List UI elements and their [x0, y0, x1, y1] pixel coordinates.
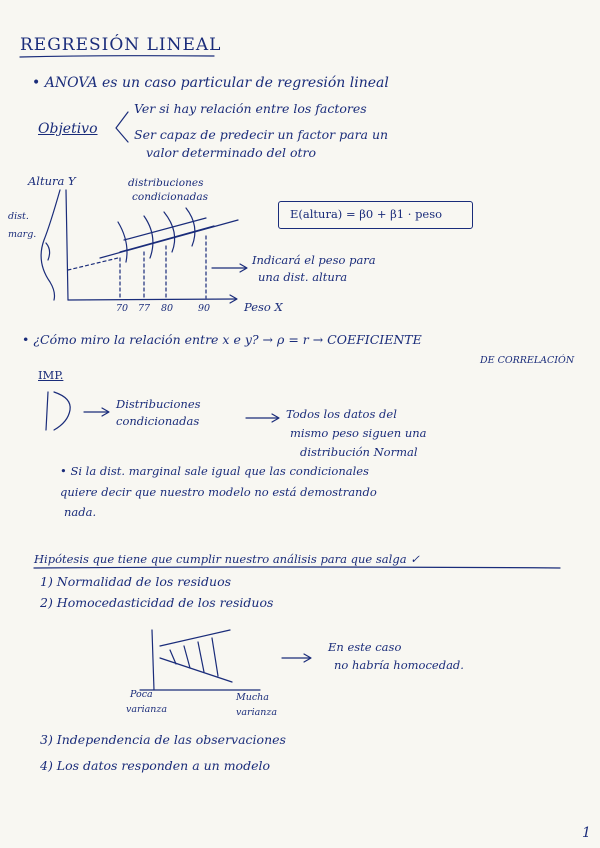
correlation-question: • ¿Cómo miro la relación entre x e y? → ρ = r → COEFICIENTE [22, 332, 422, 347]
graph1-x-axis [68, 299, 236, 300]
graph1-x-label: Peso X [244, 300, 283, 314]
graph1-note-a: Indicará el peso para [252, 253, 376, 267]
objetivo-item-1: Ver si hay relación entre los factores [134, 101, 367, 116]
imp-note-c: nada. [64, 505, 97, 519]
hipotesis-2: 2) Homocedasticidad de los residuos [40, 595, 274, 610]
graph1-cond-label-b: condicionadas [132, 191, 208, 203]
title-underline [20, 56, 214, 57]
graph1-tick-77: 77 [138, 303, 151, 314]
homoc-y-axis [152, 630, 154, 690]
homoc-lower-line [160, 658, 232, 682]
imp-note-b: quiere decir que nuestro modelo no está demostrando [60, 485, 377, 499]
imp-label: IMP. [38, 368, 64, 382]
hipotesis-header: Hipótesis que tiene que cumplir nuestro análisis para que salga ✓ [34, 552, 420, 566]
marginal-distribution [41, 190, 60, 300]
imp-dist-a: Distribuciones [116, 397, 201, 411]
hipotesis-4: 4) Los datos responden a un modelo [40, 758, 270, 773]
imp-result-a: Todos los datos del [286, 407, 397, 421]
regression-formula: E(altura) = β0 + β1 · peso [290, 207, 443, 221]
graph1-tick-70: 70 [116, 303, 129, 314]
hipotesis-underline [34, 567, 560, 568]
objetivo-bracket [116, 112, 128, 142]
anova-note: • ANOVA es un caso particular de regresión lineal [32, 75, 389, 91]
mucha-varianza-b: varianza [236, 707, 278, 718]
page-number: 1 [582, 825, 591, 841]
imp-result-b: mismo peso siguen una [290, 426, 427, 440]
imp-bracket [46, 392, 48, 430]
hipotesis-1: 1) Normalidad de los residuos [40, 574, 232, 589]
graph1-tick-80: 80 [161, 303, 174, 314]
cond-dist-2 [144, 216, 153, 258]
correlation-question-b: DE CORRELACIÓN [480, 355, 575, 366]
cond-dist-1 [118, 222, 127, 262]
homoc-note-b: no habría homocedad. [334, 658, 464, 672]
graph1-note-b: una dist. altura [258, 270, 348, 284]
graph1-tick-90: 90 [198, 303, 211, 314]
page-title: REGRESIÓN LINEAL [20, 35, 222, 55]
graph1-dist-label-b: marg. [8, 229, 37, 240]
mucha-varianza-a: Mucha [236, 692, 269, 703]
poca-varianza-b: varianza [126, 704, 168, 715]
graph1-cond-label-a: distribuciones [128, 177, 204, 189]
poca-varianza-a: Poca [130, 689, 153, 700]
imp-dist-b: condicionadas [116, 414, 200, 428]
objetivo-item-2b: valor determinado del otro [146, 145, 317, 160]
homoc-note-a: En este caso [328, 640, 402, 654]
graph1-y-label: Altura Y [28, 174, 76, 188]
cond-dist-4 [186, 208, 195, 246]
objetivo-item-2a: Ser capaz de predecir un factor para un [134, 127, 389, 142]
imp-note-a: • Si la dist. marginal sale igual que las condicionales [60, 464, 369, 478]
graph1-y-axis [66, 190, 68, 300]
hipotesis-3: 3) Independencia de las observaciones [40, 732, 286, 747]
graph1-dist-label-a: dist. [8, 211, 29, 222]
imp-result-c: distribución Normal [300, 445, 418, 459]
homoc-upper-line [160, 630, 230, 646]
objetivo-label: Objetivo [38, 121, 98, 137]
